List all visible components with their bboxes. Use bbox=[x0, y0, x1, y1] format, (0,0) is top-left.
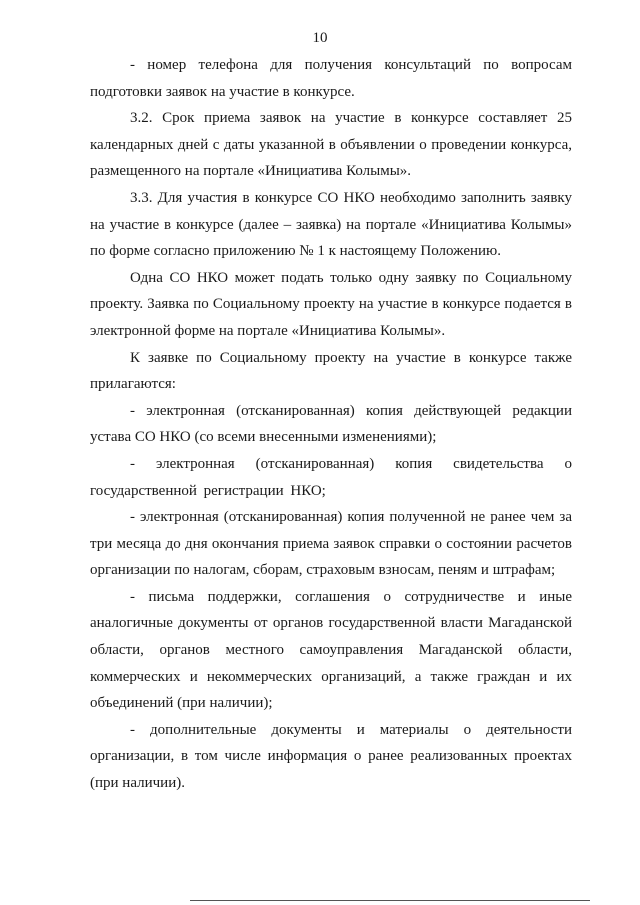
list-item-tax-certificate: - электронная (отсканированная) копия полученной не ранее чем за три месяца до дня окончания приема заявок справки о состоянии расчетов организации по налогам, сборам, страховым взносам, пеням и штрафам; bbox=[90, 509, 572, 579]
paragraph-one-application: Одна СО НКО может подать только одну заявку по Социальному проекту. Заявка по Социальному проекту на участие в конкурсе подается в электронной форме на портале «Инициатива Колымы». bbox=[90, 269, 572, 339]
list-item-support-letters: - письма поддержки, соглашения о сотрудничестве и иные аналогичные документы от органов государственной власти Магаданской области, органов местного самоуправления Магаданской области, коммерческих и некоммерческих организаций, а также граждан и их объединений (при наличии); bbox=[90, 588, 572, 712]
paragraph-attachments-intro: К заявке по Социальному проекту на участие в конкурсе также прилагаются: bbox=[90, 349, 572, 393]
paragraph-phone: - номер телефона для получения консультаций по вопросам подготовки заявок на участие в конкурсе. bbox=[90, 57, 572, 100]
list-item-charter-copy: - электронная (отсканированная) копия действующей редакции устава СО НКО (со всеми внесенными изменениями); bbox=[90, 402, 572, 446]
footer-rule bbox=[190, 900, 590, 901]
paragraph-3-2: 3.2. Срок приема заявок на участие в конкурсе составляет 25 календарных дней с даты указанной в объявлении о проведении конкурса, размещенного на портале «Инициатива Колымы». bbox=[90, 110, 572, 180]
document-body bbox=[90, 52, 572, 797]
page-number: 10 bbox=[312, 30, 328, 46]
list-item-additional-documents: - дополнительные документы и материалы о деятельности организации, в том числе информация о ранее реализованных проектах (при наличии). bbox=[90, 721, 572, 792]
list-item-registration-copy: - электронная (отсканированная) копия свидетельства о государственной регистрации НКО; bbox=[90, 455, 572, 499]
paragraph-3-3: 3.3. Для участия в конкурсе СО НКО необходимо заполнить заявку на участие в конкурсе (далее – заявка) на портале «Инициатива Колымы» по форме согласно приложению № 1 к настоящему Положению. bbox=[90, 189, 572, 260]
